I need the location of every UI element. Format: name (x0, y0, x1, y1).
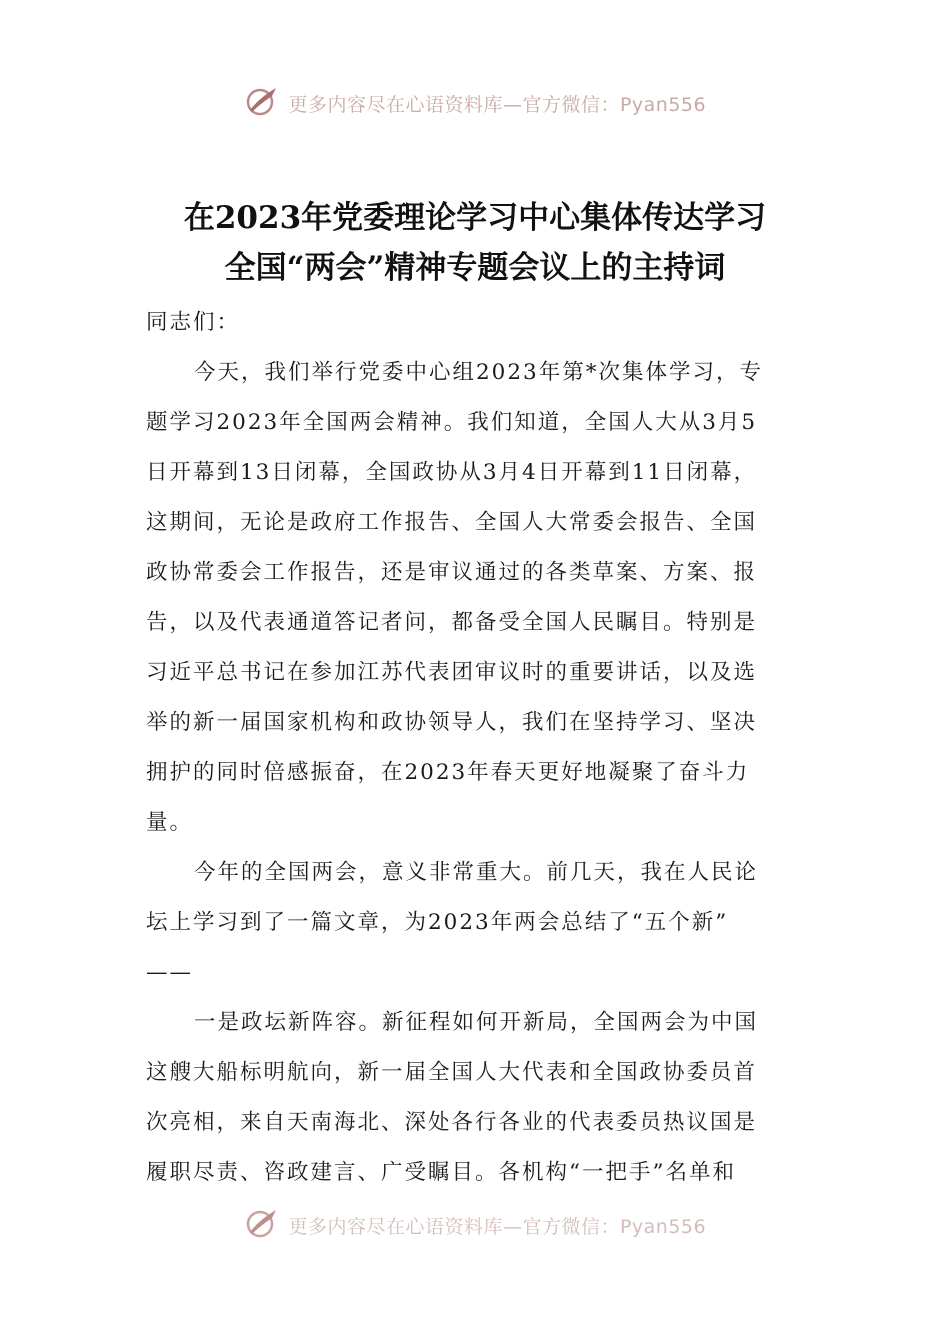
watermark-footer-text: 更多内容尽在心语资料库—官方微信：Pyan556 (288, 1216, 707, 1238)
document-title-line-1: 在2023年党委理论学习中心集体传达学习 (183, 200, 767, 236)
watermark-text: 更多内容尽在心语资料库—官方微信：Pyan556 (288, 94, 707, 116)
body-line: 告，以及代表通道答记者问，都备受全国人民瞩目。特别是 (146, 610, 758, 635)
body-line: 今天，我们举行党委中心组2023年第*次集体学习，专 (194, 360, 763, 385)
body-line: 量。 (146, 810, 194, 835)
pen-logo-icon (244, 1208, 278, 1243)
body-line: 次亮相，来自天南海北、深处各行各业的代表委员热议国是 (146, 1110, 758, 1135)
body-line: 拥护的同时倍感振奋，在2023年春天更好地凝聚了奋斗力 (146, 760, 750, 785)
watermark-footer (0, 1208, 950, 1243)
document-body (146, 298, 806, 1198)
body-line: 一是政坛新阵容。新征程如何开新局，全国两会为中国 (194, 1010, 759, 1035)
body-line: 举的新一届国家机构和政协领导人，我们在坚持学习、坚决 (146, 710, 758, 735)
body-line: 坛上学习到了一篇文章，为2023年两会总结了“五个新” (146, 910, 729, 935)
body-line: 今年的全国两会，意义非常重大。前几天，我在人民论 (194, 860, 759, 885)
document-title-line-2: 全国“两会”精神专题会议上的主持词 (224, 250, 726, 286)
body-line: 日开幕到13日闭幕，全国政协从3月4日开幕到11日闭幕， (146, 460, 758, 485)
body-line: —— (146, 960, 193, 985)
pen-logo-icon (244, 86, 278, 121)
body-line: 习近平总书记在参加江苏代表团审议时的重要讲话，以及选 (146, 660, 758, 685)
watermark-header (0, 86, 950, 121)
body-line: 履职尽责、咨政建言、广受瞩目。各机构“一把手”名单和 (146, 1160, 736, 1185)
body-line: 题学习2023年全国两会精神。我们知道，全国人大从3月5 (146, 410, 758, 435)
greeting: 同志们： (146, 310, 241, 335)
body-line: 政协常委会工作报告，还是审议通过的各类草案、方案、报 (146, 560, 758, 585)
body-line: 这艘大船标明航向，新一届全国人大代表和全国政协委员首 (146, 1060, 758, 1085)
body-line: 这期间，无论是政府工作报告、全国人大常委会报告、全国 (146, 510, 758, 535)
